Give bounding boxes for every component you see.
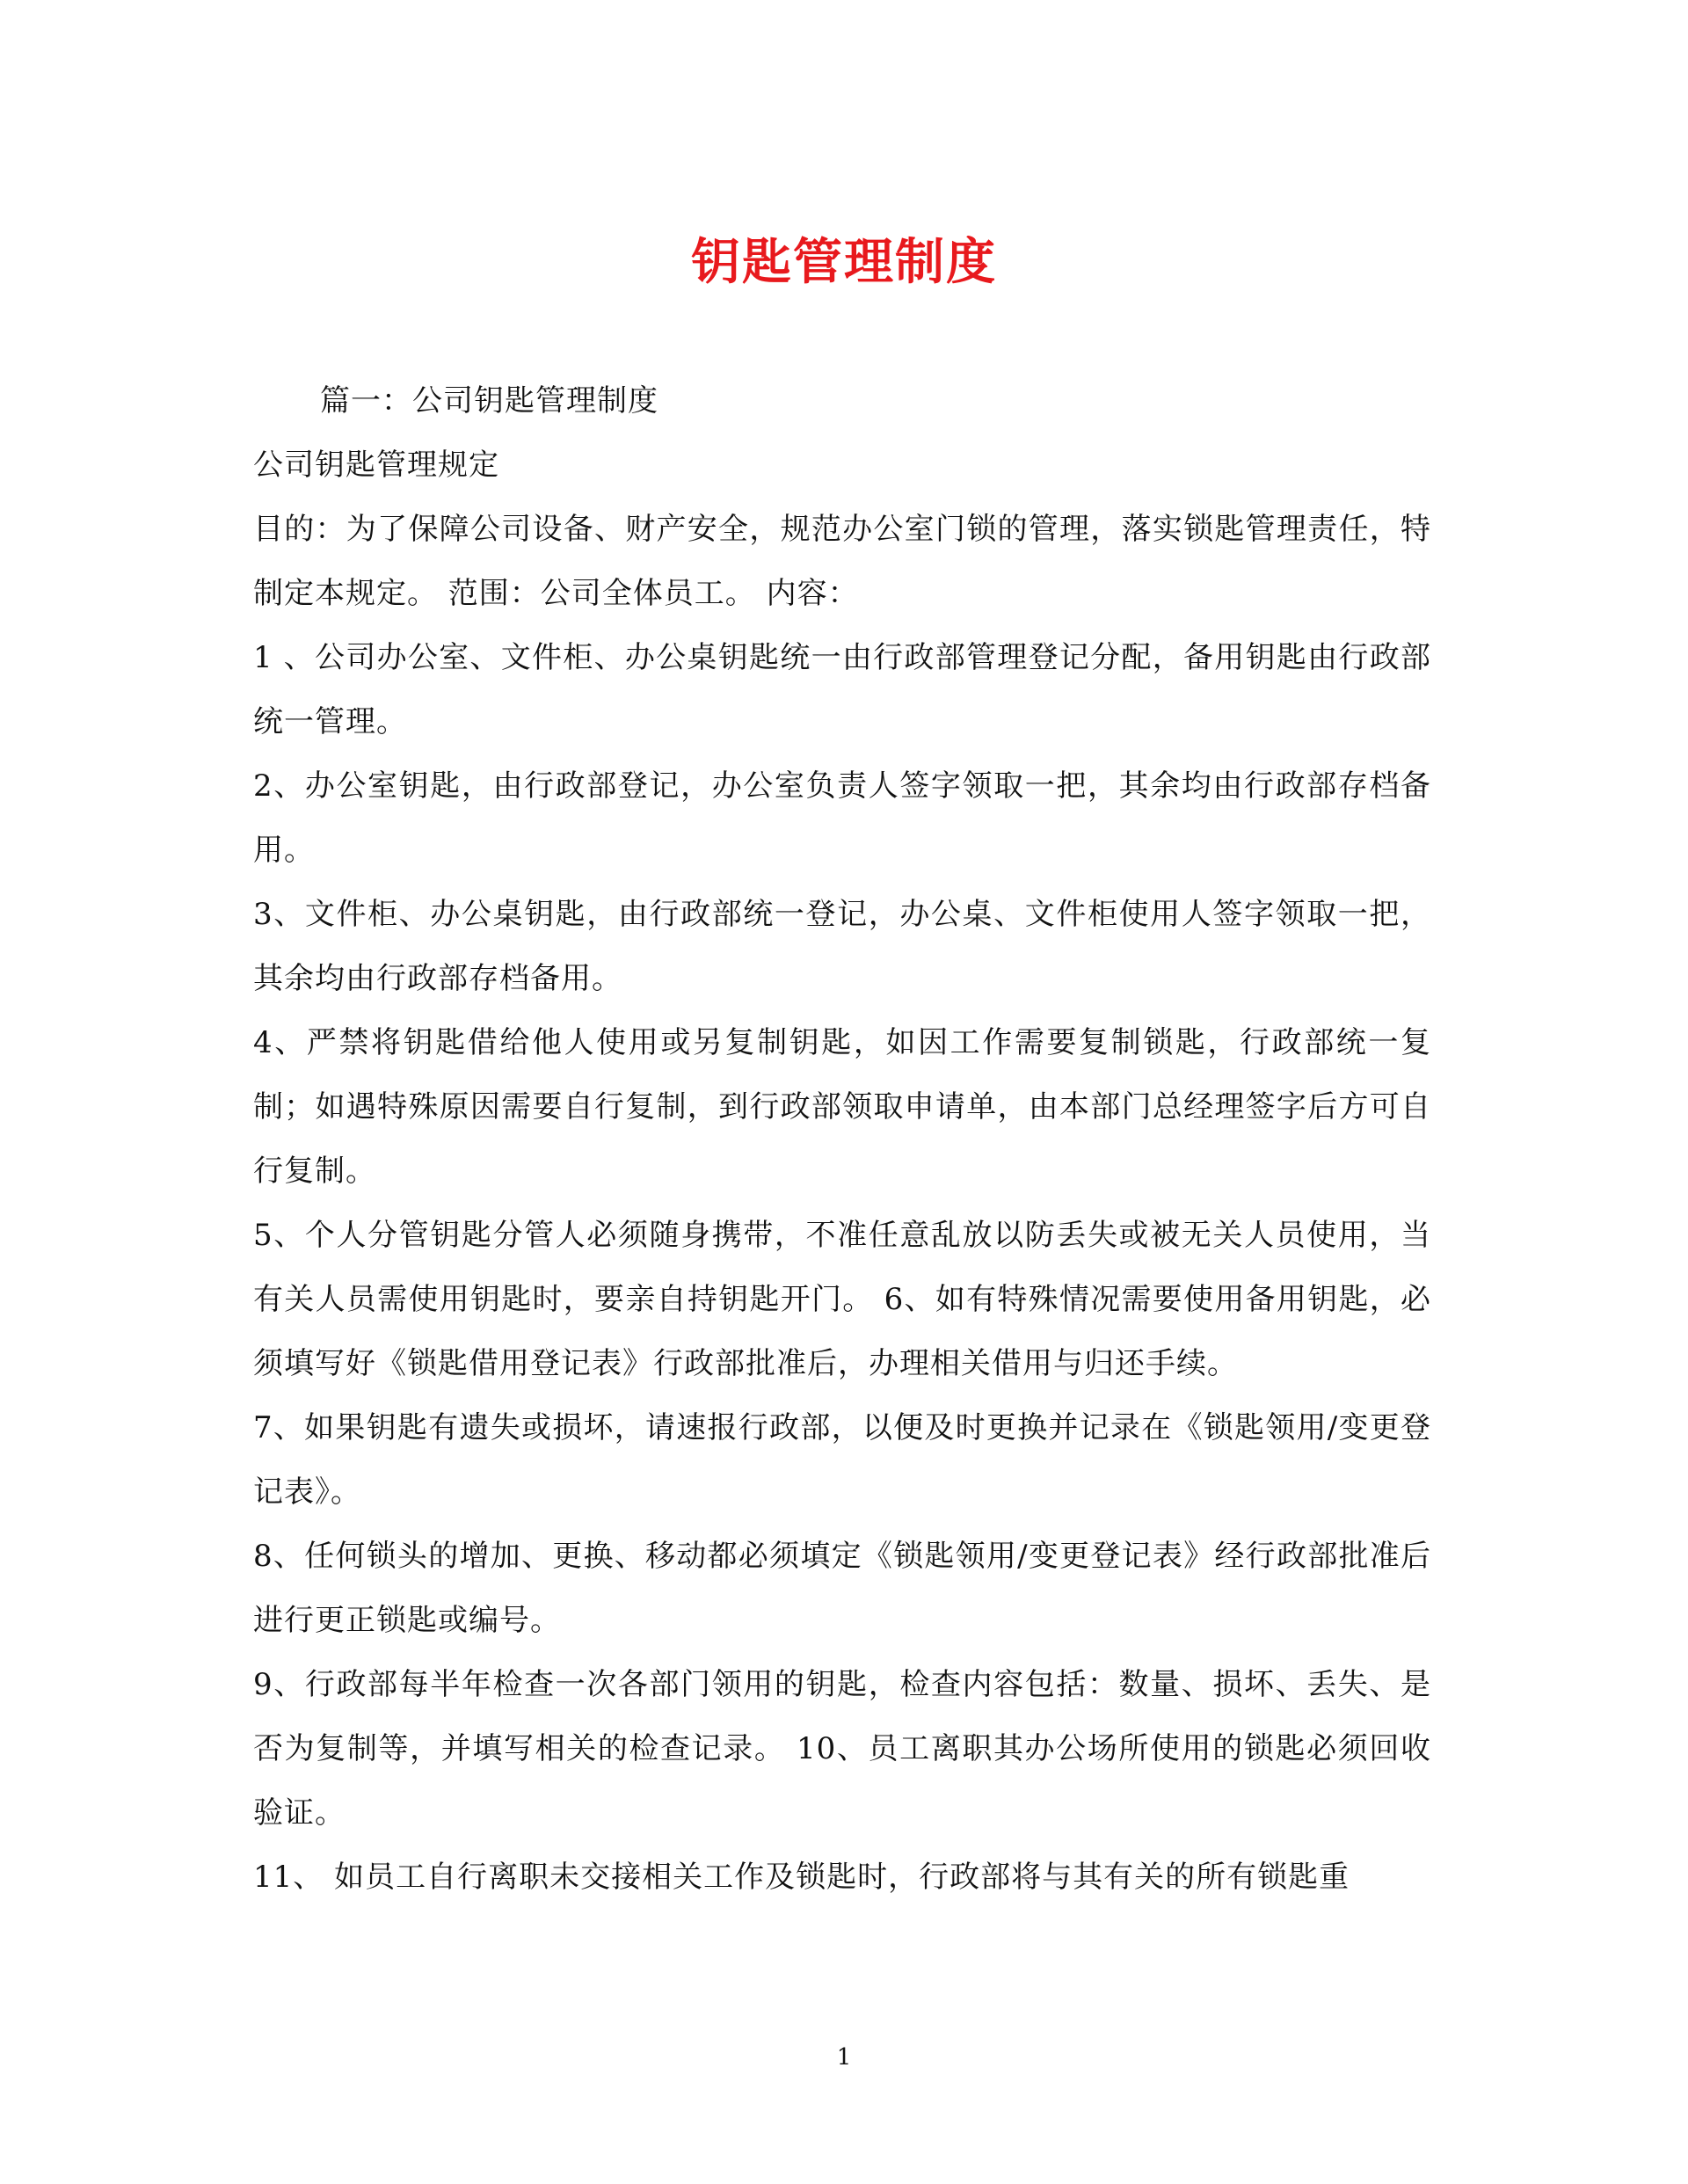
paragraph-item-1: 1 、公司办公室、文件柜、办公桌钥匙统一由行政部管理登记分配，备用钥匙由行政部统一管理。 <box>253 640 1431 739</box>
paragraph-item-5-6: 5、个人分管钥匙分管人必须随身携带，不准任意乱放以防丢失或被无关人员使用，当有关人员需使用钥匙时，要亲自持钥匙开门。 6、如有特殊情况需要使用备用钥匙，必须填写好《锁匙借用登记表》行政部批准后，办理相关借用与归还手续。 <box>253 1218 1431 1381</box>
document-subtitle: 公司钥匙管理规定 <box>253 448 499 483</box>
paragraph-item-4: 4、严禁将钥匙借给他人使用或另复制钥匙，如因工作需要复制锁匙，行政部统一复制；如遇特殊原因需要自行复制，到行政部领取申请单，由本部门总经理签字后方可自行复制。 <box>253 1025 1431 1189</box>
paragraph-purpose: 目的：为了保障公司设备、财产安全，规范办公室门锁的管理，落实锁匙管理责任，特制定本规定。 范围：公司全体员工。 内容： <box>253 512 1431 611</box>
page-number: 1 <box>836 2044 852 2071</box>
paragraph-item-8: 8、任何锁头的增加、更换、移动都必须填定《锁匙领用/变更登记表》经行政部批准后进行更正锁匙或编号。 <box>253 1539 1431 1638</box>
paragraph-item-2: 2、办公室钥匙，由行政部登记，办公室负责人签字领取一把，其余均由行政部存档备用。 <box>253 768 1431 868</box>
paragraph-item-3: 3、文件柜、办公桌钥匙，由行政部统一登记，办公桌、文件柜使用人签字领取一把，其余均由行政部存档备用。 <box>253 897 1431 996</box>
paragraph-item-7: 7、如果钥匙有遗失或损坏，请速报行政部，以便及时更换并记录在《锁匙领用/变更登记表》。 <box>253 1410 1431 1510</box>
document-title: 钥匙管理制度 <box>691 233 997 291</box>
document-body <box>253 369 1431 1910</box>
paragraph-item-9-10: 9、行政部每半年检查一次各部门领用的钥匙，检查内容包括：数量、损坏、丢失、是否为复制等，并填写相关的检查记录。 10、员工离职其办公场所使用的锁匙必须回收验证。 <box>253 1667 1431 1831</box>
section-heading: 篇一：公司钥匙管理制度 <box>320 383 658 419</box>
paragraph-item-11: 11、 如员工自行离职未交接相关工作及锁匙时，行政部将与其有关的所有锁匙重 <box>253 1860 1350 1895</box>
